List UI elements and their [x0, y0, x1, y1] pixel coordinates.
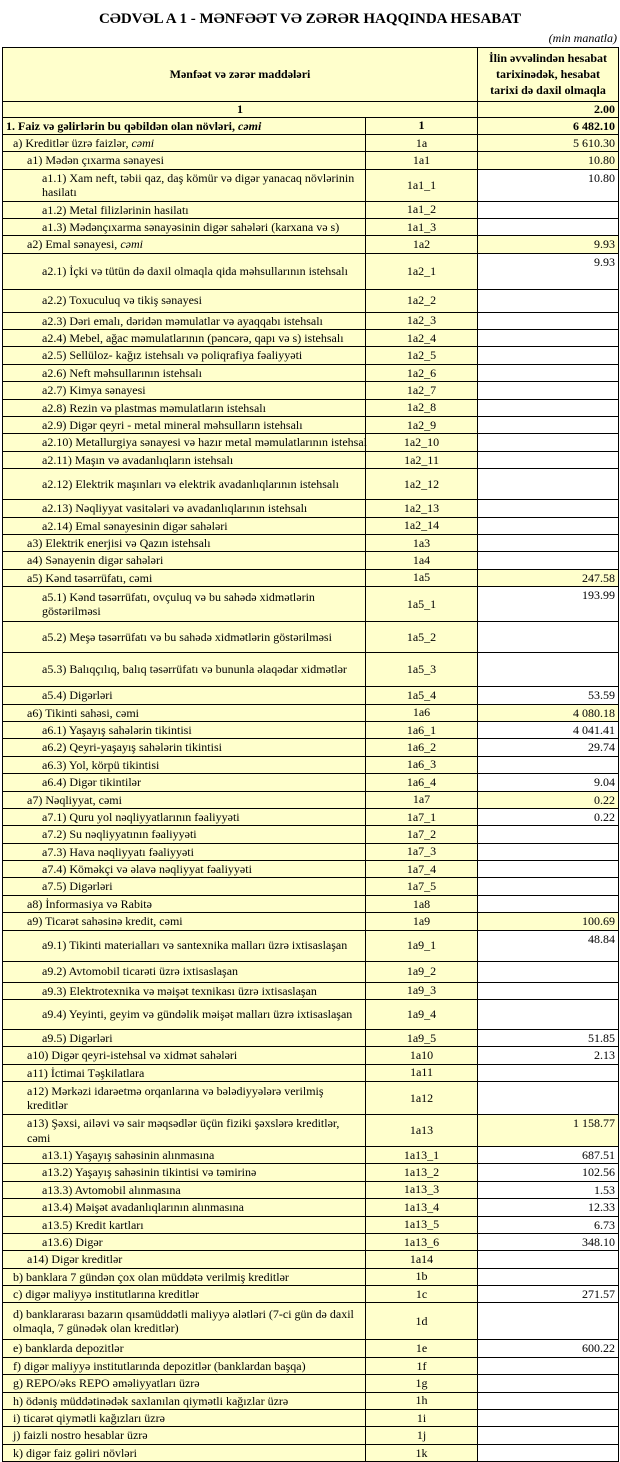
row-value-cell: 6.73: [478, 1216, 619, 1233]
row-label-cell: a2.4) Mebel, ağac məmulatlarının (pəncərə, qapı və s) istehsalı: [3, 330, 366, 347]
row-code-cell: 1a9_4: [366, 1000, 478, 1030]
table-row: [3, 653, 619, 687]
row-label-cell: a10) Digər qeyri-istehsal və xidmət sahələri: [3, 1047, 366, 1064]
row-label-cell: k) digər faiz gəliri növləri: [3, 1444, 366, 1461]
row-label-cell: a6.2) Qeyri-yaşayış sahələrin tikintisi: [3, 739, 366, 756]
row-value-cell: [478, 1303, 619, 1340]
row-value-cell: [478, 500, 619, 517]
row-value-cell: [478, 843, 619, 860]
row-label-cell: a13.6) Digər: [3, 1233, 366, 1250]
table-row: [3, 704, 619, 721]
table-row: [3, 878, 619, 895]
table-row: [3, 1030, 619, 1047]
row-value-cell: [478, 1064, 619, 1081]
row-code-cell: 1j: [366, 1427, 478, 1444]
row-value-cell: [478, 289, 619, 312]
row-code-cell: 1a4: [366, 552, 478, 569]
row-value-cell: [478, 1375, 619, 1392]
row-code-cell: 1a1_3: [366, 218, 478, 235]
row-code-cell: 1a2_7: [366, 382, 478, 399]
row-label-cell: a9.1) Tikinti materialları və santexnika malları üzrə ixtisaslaşan: [3, 930, 366, 961]
row-code-cell: 1a6_2: [366, 739, 478, 756]
row-value-cell: 348.10: [478, 1233, 619, 1250]
row-value-cell: [478, 201, 619, 218]
row-label-cell: 1. Faiz və gəlirlərin bu qəbildən olan növləri, cəmi: [3, 117, 366, 134]
table-row: [3, 1375, 619, 1392]
table-row: [3, 843, 619, 860]
items-column-index: 1: [3, 101, 478, 117]
row-code-cell: 1a6: [366, 704, 478, 721]
row-label-cell: a9.4) Yeyinti, geyim və gündəlik məişət malları üzrə ixtisaslaşan: [3, 1000, 366, 1030]
row-code-cell: 1h: [366, 1392, 478, 1409]
row-code-cell: 1a2_3: [366, 312, 478, 329]
row-code-cell: 1a7_3: [366, 843, 478, 860]
table-row: [3, 201, 619, 218]
unit-note: (min manatla): [548, 31, 617, 45]
row-label-cell: a2.6) Neft məhsullarının istehsalı: [3, 364, 366, 381]
table-row: [3, 347, 619, 364]
table-row: [3, 930, 619, 961]
row-value-cell: [478, 218, 619, 235]
table-row: [3, 1146, 619, 1163]
table-row: [3, 1392, 619, 1409]
row-label-cell: a5.1) Kənd təsərrüfatı, ovçuluq və bu sahədə xidmətlərin göstərilməsi: [3, 587, 366, 622]
table-row: [3, 687, 619, 704]
row-label-cell: a2.14) Emal sənayesinin digər sahələri: [3, 517, 366, 534]
row-code-cell: 1a9_1: [366, 930, 478, 961]
row-label-cell: c) digər maliyyə institutlarına kreditlər: [3, 1286, 366, 1303]
table-row: [3, 1199, 619, 1216]
row-code-cell: 1a13_4: [366, 1199, 478, 1216]
table-row: [3, 1444, 619, 1461]
row-code-cell: 1a3: [366, 534, 478, 551]
table-row: [3, 218, 619, 235]
row-label-cell: a1.3) Mədənçıxarma sənayəsinin digər sahələri (karxana və s): [3, 218, 366, 235]
table-row: [3, 289, 619, 312]
row-label-italic-suffix: cəmi: [131, 135, 155, 150]
row-value-cell: 4 080.18: [478, 704, 619, 721]
row-value-cell: [478, 534, 619, 551]
row-label-cell: h) ödəniş müddətinədək saxlanılan qiymətli kağızlar üzrə: [3, 1392, 366, 1409]
row-label-cell: a2.2) Toxuculuq və tikiş sənayesi: [3, 289, 366, 312]
row-code-cell: 1a: [366, 134, 478, 151]
table-row: [3, 117, 619, 134]
table-row: [3, 517, 619, 534]
row-code-cell: 1a13_2: [366, 1164, 478, 1181]
row-code-cell: 1a7_1: [366, 808, 478, 825]
row-code-cell: 1a9_2: [366, 961, 478, 982]
row-code-cell: 1a5_3: [366, 653, 478, 687]
row-label-cell: a5.3) Balıqçılıq, balıq təsərrüfatı və bununla əlaqədar xidmətlər: [3, 653, 366, 687]
row-label-cell: a7.5) Digərləri: [3, 878, 366, 895]
row-value-cell: [478, 382, 619, 399]
table-row: [3, 895, 619, 912]
table-header-row: [3, 48, 619, 102]
row-label-cell: g) REPO/əks REPO əməliyyatları üzrə: [3, 1375, 366, 1392]
row-code-cell: 1a1_2: [366, 201, 478, 218]
table-row: [3, 913, 619, 930]
row-code-cell: 1a2_1: [366, 253, 478, 289]
row-label-cell: e) banklarda depozitlər: [3, 1340, 366, 1357]
row-code-cell: 1a13_1: [366, 1146, 478, 1163]
row-value-cell: [478, 1392, 619, 1409]
row-label-cell: a9.5) Digərləri: [3, 1030, 366, 1047]
table-row: [3, 236, 619, 253]
row-code-cell: 1a12: [366, 1082, 478, 1115]
table-row: [3, 1357, 619, 1374]
row-code-cell: 1a2_4: [366, 330, 478, 347]
row-value-cell: 51.85: [478, 1030, 619, 1047]
table-row: [3, 469, 619, 500]
row-label-cell: a7.3) Hava nəqliyyatı fəaliyyəti: [3, 843, 366, 860]
row-label-cell: a1) Mədən çıxarma sənayesi: [3, 152, 366, 169]
row-value-cell: [478, 1444, 619, 1461]
table-row: [3, 1286, 619, 1303]
row-value-cell: 193.99: [478, 587, 619, 622]
table-row: [3, 382, 619, 399]
row-value-cell: 1 158.77: [478, 1115, 619, 1147]
row-code-cell: 1a13_5: [366, 1216, 478, 1233]
row-label-cell: a2.12) Elektrik maşınları və elektrik avadanlıqlarının istehsalı: [3, 469, 366, 500]
row-value-cell: 9.04: [478, 774, 619, 791]
row-label-cell: a6.4) Digər tikintilər: [3, 774, 366, 791]
row-value-cell: 10.80: [478, 152, 619, 169]
row-code-cell: 1a14: [366, 1251, 478, 1268]
row-value-cell: [478, 653, 619, 687]
table-row: [3, 1268, 619, 1285]
table-row: [3, 434, 619, 451]
table-row: [3, 1064, 619, 1081]
table-row: [3, 451, 619, 468]
table-row: [3, 134, 619, 151]
row-label-cell: a13.2) Yaşayış sahəsinin tikintisi və təmirinə: [3, 1164, 366, 1181]
row-value-cell: 48.84: [478, 930, 619, 961]
table-row: [3, 1047, 619, 1064]
row-value-cell: [478, 622, 619, 653]
row-label-cell: a1.2) Metal filizlərinin hasilatı: [3, 201, 366, 218]
row-label-cell: f) digər maliyyə institutlarında depozitlər (banklardan başqa): [3, 1357, 366, 1374]
row-code-cell: 1a9: [366, 913, 478, 930]
row-label-cell: a7.2) Su nəqliyyatının fəaliyyəti: [3, 826, 366, 843]
table-row: [3, 1164, 619, 1181]
row-code-cell: 1a13_3: [366, 1181, 478, 1198]
row-code-cell: 1a6_4: [366, 774, 478, 791]
row-code-cell: 1a9_5: [366, 1030, 478, 1047]
row-value-cell: 5 610.30: [478, 134, 619, 151]
row-code-cell: 1g: [366, 1375, 478, 1392]
table-row: [3, 312, 619, 329]
row-label-cell: a2.8) Rezin və plastmas məmulatların istehsalı: [3, 399, 366, 416]
row-code-cell: 1e: [366, 1340, 478, 1357]
row-value-cell: [478, 1082, 619, 1115]
row-value-cell: 9.93: [478, 253, 619, 289]
row-code-cell: 1a5: [366, 569, 478, 586]
row-value-cell: 12.33: [478, 1199, 619, 1216]
row-label-cell: a2.13) Nəqliyyat vasitələri və avadanlıqlarının istehsalı: [3, 500, 366, 517]
row-code-cell: 1a10: [366, 1047, 478, 1064]
table-row: [3, 330, 619, 347]
row-code-cell: 1a2_6: [366, 364, 478, 381]
table-row: [3, 739, 619, 756]
row-label-cell: a13.4) Məişət avadanlıqlarının alınmasına: [3, 1199, 366, 1216]
row-label-cell: a2.3) Dəri emalı, dəridən məmulatlar və ayaqqabı istehsalı: [3, 312, 366, 329]
table-row: [3, 552, 619, 569]
row-label-cell: a14) Digər kreditlər: [3, 1251, 366, 1268]
row-value-cell: [478, 364, 619, 381]
table-row: [3, 721, 619, 738]
row-code-cell: 1a6_1: [366, 721, 478, 738]
row-value-cell: 271.57: [478, 1286, 619, 1303]
row-label-cell: a8) İnformasiya və Rabitə: [3, 895, 366, 912]
items-column-header: Mənfəət və zərər maddələri: [3, 48, 478, 102]
row-label-cell: a13.5) Kredit kartları: [3, 1216, 366, 1233]
table-row: [3, 1181, 619, 1198]
row-value-cell: 29.74: [478, 739, 619, 756]
table-row: [3, 982, 619, 999]
row-label-cell: a2.5) Sellüloz- kağız istehsalı və poliqrafiya fəaliyyəti: [3, 347, 366, 364]
row-value-cell: 100.69: [478, 913, 619, 930]
row-label-cell: a13.1) Yaşayış sahəsinin alınmasına: [3, 1146, 366, 1163]
row-code-cell: 1a1: [366, 152, 478, 169]
table-row: [3, 861, 619, 878]
row-code-cell: 1a2_5: [366, 347, 478, 364]
row-label-cell: a9) Ticarət sahəsinə kredit, cəmi: [3, 913, 366, 930]
row-code-cell: 1k: [366, 1444, 478, 1461]
row-value-cell: [478, 961, 619, 982]
row-code-cell: 1a8: [366, 895, 478, 912]
table-row: [3, 1340, 619, 1357]
column-index-row: [3, 101, 619, 117]
row-label-cell: a11) İctimai Təşkilatlara: [3, 1064, 366, 1081]
row-label-cell: a6) Tikinti sahəsi, cəmi: [3, 704, 366, 721]
table-row: [3, 364, 619, 381]
row-code-cell: 1d: [366, 1303, 478, 1340]
row-code-cell: 1i: [366, 1410, 478, 1427]
row-label-cell: j) faizli nostro hesablar üzrə: [3, 1427, 366, 1444]
row-value-cell: [478, 469, 619, 500]
row-code-cell: 1a9_3: [366, 982, 478, 999]
row-label-cell: a2.1) İçki və tütün də daxil olmaqla qida məhsullarının istehsalı: [3, 253, 366, 289]
row-value-cell: [478, 756, 619, 773]
row-code-cell: 1a7_4: [366, 861, 478, 878]
row-label-cell: a2.11) Maşın və avadanlıqların istehsalı: [3, 451, 366, 468]
table-row: [3, 534, 619, 551]
row-value-cell: [478, 1427, 619, 1444]
table-row: [3, 1251, 619, 1268]
row-value-cell: 2.13: [478, 1047, 619, 1064]
row-value-cell: [478, 982, 619, 999]
row-code-cell: 1a2_9: [366, 417, 478, 434]
row-value-cell: [478, 861, 619, 878]
row-code-cell: 1a7_2: [366, 826, 478, 843]
table-row: [3, 826, 619, 843]
row-label-cell: a12) Mərkəzi idarəetmə orqanlarına və bələdiyyələrə verilmiş kreditlər: [3, 1082, 366, 1115]
row-code-cell: 1a5_1: [366, 587, 478, 622]
row-value-cell: 687.51: [478, 1146, 619, 1163]
row-code-cell: 1b: [366, 1268, 478, 1285]
row-code-cell: 1a2_10: [366, 434, 478, 451]
row-code-cell: 1a6_3: [366, 756, 478, 773]
row-label-cell: a3) Elektrik enerjisi və Qazın istehsalı: [3, 534, 366, 551]
row-value-cell: [478, 1410, 619, 1427]
row-value-cell: 6 482.10: [478, 117, 619, 134]
row-code-cell: 1a5_4: [366, 687, 478, 704]
row-value-cell: 0.22: [478, 808, 619, 825]
row-code-cell: 1a1_1: [366, 169, 478, 201]
row-label-cell: a5.2) Meşə təsərrüfatı və bu sahədə xidmətlərin göstərilməsi: [3, 622, 366, 653]
row-label-cell: a7.1) Quru yol nəqliyyatlarının fəaliyyəti: [3, 808, 366, 825]
table-row: [3, 500, 619, 517]
row-label-cell: a1.1) Xam neft, təbii qaz, daş kömür və digər yanacaq növlərinin hasilatı: [3, 169, 366, 201]
row-label-cell: a7) Nəqliyyat, cəmi: [3, 791, 366, 808]
row-label-cell: a2.7) Kimya sənayesi: [3, 382, 366, 399]
report-title: CƏDVƏL A 1 - MƏNFƏƏT VƏ ZƏRƏR HAQQINDA HESABAT: [98, 11, 522, 27]
row-value-cell: [478, 1268, 619, 1285]
row-code-cell: 1a2_14: [366, 517, 478, 534]
row-code-cell: 1a2_12: [366, 469, 478, 500]
row-value-cell: [478, 330, 619, 347]
table-row: [3, 1216, 619, 1233]
table-row: [3, 253, 619, 289]
row-value-cell: [478, 312, 619, 329]
row-value-cell: 0.22: [478, 791, 619, 808]
row-label-cell: a5.4) Digərləri: [3, 687, 366, 704]
row-value-cell: 600.22: [478, 1340, 619, 1357]
table-row: [3, 1000, 619, 1030]
table-row: [3, 587, 619, 622]
row-value-cell: [478, 417, 619, 434]
row-value-cell: [478, 451, 619, 468]
row-code-cell: 1a2_13: [366, 500, 478, 517]
table-row: [3, 1233, 619, 1250]
row-label-cell: a7.4) Köməkçi və əlavə nəqliyyat fəaliyyəti: [3, 861, 366, 878]
row-label-cell: a13) Şəxsi, ailəvi və sair məqsədlər üçün fiziki şəxslərə kreditlər, cəmi: [3, 1115, 366, 1147]
row-code-cell: 1a2_8: [366, 399, 478, 416]
table-row: [3, 774, 619, 791]
row-label-cell: b) banklara 7 gündən çox olan müddətə verilmiş kreditlər: [3, 1268, 366, 1285]
row-value-cell: [478, 1000, 619, 1030]
row-code-cell: 1a2_2: [366, 289, 478, 312]
row-label-cell: a2) Emal sənayesi, cəmi: [3, 236, 366, 253]
table-row: [3, 1303, 619, 1340]
row-label-cell: d) banklararası bazarın qısamüddətli maliyyə alətləri (7-ci gün də daxil olmaqla, 7 günədək olan kreditlər): [3, 1303, 366, 1340]
table-row: [3, 169, 619, 201]
row-code-cell: 1a7: [366, 791, 478, 808]
row-value-cell: [478, 347, 619, 364]
profit-loss-table: [2, 47, 619, 1462]
row-label-cell: a6.3) Yol, körpü tikintisi: [3, 756, 366, 773]
table-row: [3, 399, 619, 416]
row-code-cell: 1a5_2: [366, 622, 478, 653]
table-body: [3, 117, 619, 1462]
row-code-cell: 1c: [366, 1286, 478, 1303]
table-row: [3, 1115, 619, 1147]
row-label-cell: a4) Sənayenin digər sahələri: [3, 552, 366, 569]
value-column-header: İlin əvvəlindən hesabat tarixinədək, hesabat tarixi də daxil olmaqla: [478, 48, 619, 102]
row-code-cell: 1: [366, 117, 478, 134]
row-value-cell: [478, 399, 619, 416]
row-value-cell: 9.93: [478, 236, 619, 253]
row-code-cell: 1a2_11: [366, 451, 478, 468]
table-row: [3, 622, 619, 653]
row-value-cell: 53.59: [478, 687, 619, 704]
table-row: [3, 756, 619, 773]
table-row: [3, 1410, 619, 1427]
row-label-cell: a2.10) Metallurgiya sənayesi və hazır metal məmulatlarının istehsal: [3, 434, 366, 451]
row-value-cell: [478, 552, 619, 569]
row-value-cell: 10.80: [478, 169, 619, 201]
table-row: [3, 569, 619, 586]
table-row: [3, 1427, 619, 1444]
row-label-cell: a6.1) Yaşayış sahələrin tikintisi: [3, 721, 366, 738]
table-row: [3, 961, 619, 982]
table-row: [3, 1082, 619, 1115]
row-value-cell: [478, 895, 619, 912]
row-label-cell: a2.9) Digər qeyri - metal mineral məhsulların istehsalı: [3, 417, 366, 434]
row-value-cell: 4 041.41: [478, 721, 619, 738]
row-value-cell: 102.56: [478, 1164, 619, 1181]
row-label-cell: a) Kreditlər üzrə faizlər, cəmi: [3, 134, 366, 151]
row-label-cell: a13.3) Avtomobil alınmasına: [3, 1181, 366, 1198]
row-value-cell: [478, 434, 619, 451]
row-value-cell: [478, 1251, 619, 1268]
row-label-italic-suffix: cəmi: [238, 118, 262, 133]
row-label-cell: a9.3) Elektrotexnika və məişət texnikası üzrə ixtisaslaşan: [3, 982, 366, 999]
table-row: [3, 791, 619, 808]
row-label-cell: i) ticarət qiymətli kağızları üzrə: [3, 1410, 366, 1427]
table-row: [3, 808, 619, 825]
row-value-cell: [478, 517, 619, 534]
row-code-cell: 1a11: [366, 1064, 478, 1081]
row-code-cell: 1a13_6: [366, 1233, 478, 1250]
table-row: [3, 417, 619, 434]
row-code-cell: 1f: [366, 1357, 478, 1374]
value-column-index: 2.00: [478, 101, 619, 117]
row-value-cell: [478, 878, 619, 895]
row-code-cell: 1a2: [366, 236, 478, 253]
row-value-cell: 1.53: [478, 1181, 619, 1198]
row-label-italic-suffix: cəmi: [120, 237, 143, 252]
row-label-cell: a9.2) Avtomobil ticarəti üzrə ixtisaslaşan: [3, 961, 366, 982]
row-code-cell: 1a7_5: [366, 878, 478, 895]
row-value-cell: [478, 1357, 619, 1374]
row-value-cell: 247.58: [478, 569, 619, 586]
row-code-cell: 1a13: [366, 1115, 478, 1147]
row-label-cell: a5) Kənd təsərrüfatı, cəmi: [3, 569, 366, 586]
table-row: [3, 152, 619, 169]
row-value-cell: [478, 826, 619, 843]
